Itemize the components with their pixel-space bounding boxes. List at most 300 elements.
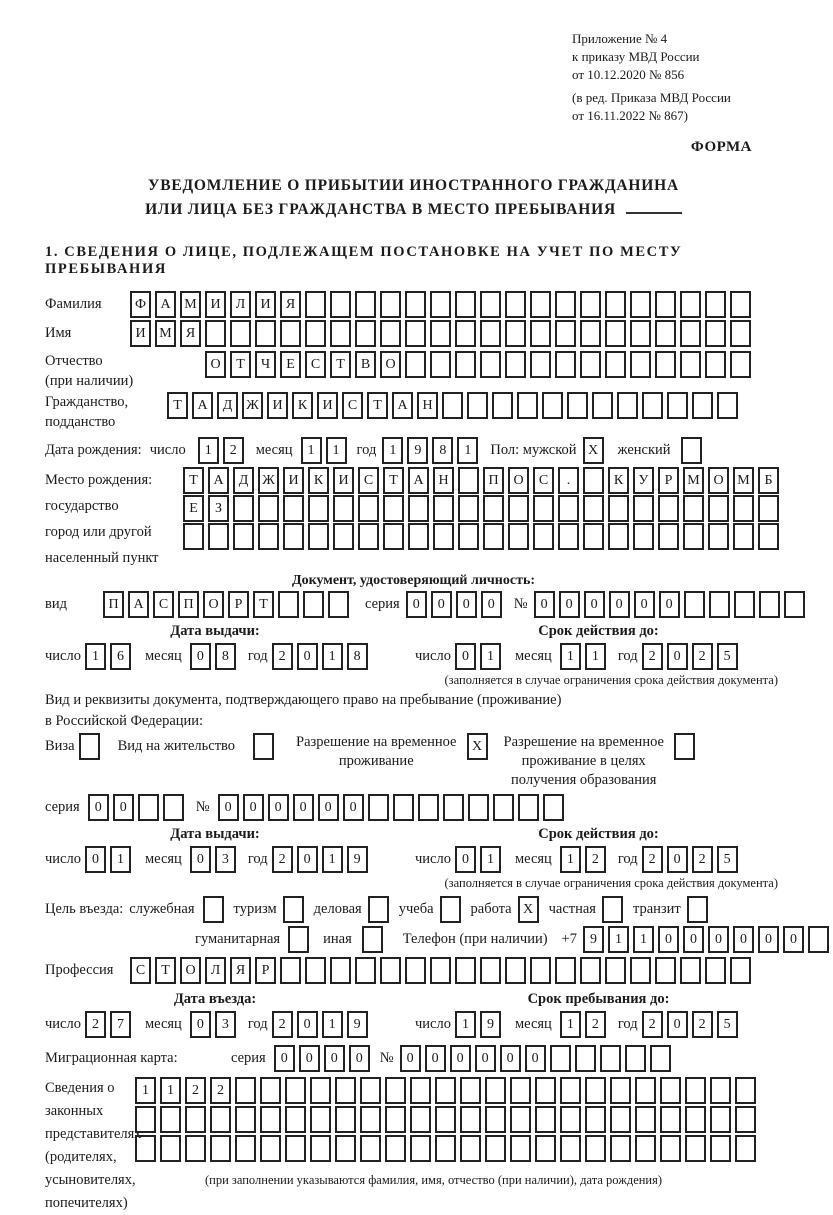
char-cell[interactable] [368, 896, 389, 923]
char-cell[interactable] [485, 1077, 506, 1104]
char-cell[interactable]: 0 [293, 794, 314, 821]
char-cell[interactable] [385, 1135, 406, 1162]
char-cell[interactable] [543, 794, 564, 821]
char-cell[interactable] [283, 523, 304, 550]
char-cell[interactable] [380, 957, 401, 984]
char-cell[interactable]: Т [167, 392, 188, 419]
char-cell[interactable] [705, 351, 726, 378]
char-cell[interactable] [433, 495, 454, 522]
char-cell[interactable] [580, 320, 601, 347]
char-cell[interactable]: 0 [88, 794, 109, 821]
char-cell[interactable]: 0 [455, 846, 476, 873]
char-cell[interactable] [435, 1077, 456, 1104]
char-cell[interactable] [535, 1077, 556, 1104]
char-cell[interactable]: 0 [584, 591, 605, 618]
char-cell[interactable] [510, 1106, 531, 1133]
char-cell[interactable] [435, 1135, 456, 1162]
char-cell[interactable] [163, 794, 184, 821]
char-cell[interactable] [505, 351, 526, 378]
char-cell[interactable] [160, 1135, 181, 1162]
char-cell[interactable] [205, 320, 226, 347]
char-cell[interactable] [658, 523, 679, 550]
char-cell[interactable]: 1 [455, 1011, 476, 1038]
char-cell[interactable]: 0 [297, 1011, 318, 1038]
char-cell[interactable] [684, 591, 705, 618]
char-cell[interactable] [583, 467, 604, 494]
char-cell[interactable]: 0 [243, 794, 264, 821]
char-cell[interactable] [355, 957, 376, 984]
char-cell[interactable]: С [130, 957, 151, 984]
char-cell[interactable]: 9 [347, 846, 368, 873]
char-cell[interactable] [393, 794, 414, 821]
char-cell[interactable]: Ч [255, 351, 276, 378]
char-cell[interactable]: 1 [198, 437, 219, 464]
char-cell[interactable]: 0 [667, 846, 688, 873]
char-cell[interactable] [808, 926, 829, 953]
char-cell[interactable]: Л [230, 291, 251, 318]
char-cell[interactable] [408, 495, 429, 522]
char-cell[interactable] [655, 320, 676, 347]
char-cell[interactable] [310, 1106, 331, 1133]
char-cell[interactable] [560, 1106, 581, 1133]
char-cell[interactable] [485, 1106, 506, 1133]
char-cell[interactable] [405, 957, 426, 984]
char-cell[interactable] [408, 523, 429, 550]
char-cell[interactable]: 1 [560, 643, 581, 670]
char-cell[interactable] [658, 495, 679, 522]
char-cell[interactable] [283, 495, 304, 522]
char-cell[interactable] [360, 1135, 381, 1162]
char-cell[interactable] [493, 794, 514, 821]
char-cell[interactable] [335, 1077, 356, 1104]
char-cell[interactable] [333, 523, 354, 550]
char-cell[interactable]: И [267, 392, 288, 419]
char-cell[interactable]: Т [383, 467, 404, 494]
char-cell[interactable]: 0 [667, 643, 688, 670]
char-cell[interactable]: 0 [324, 1045, 345, 1072]
char-cell[interactable] [605, 320, 626, 347]
char-cell[interactable] [305, 957, 326, 984]
char-cell[interactable]: 0 [475, 1045, 496, 1072]
char-cell[interactable] [360, 1106, 381, 1133]
char-cell[interactable] [635, 1077, 656, 1104]
char-cell[interactable]: И [317, 392, 338, 419]
char-cell[interactable]: 0 [318, 794, 339, 821]
char-cell[interactable]: 0 [297, 846, 318, 873]
char-cell[interactable] [655, 291, 676, 318]
char-cell[interactable] [660, 1135, 681, 1162]
char-cell[interactable] [705, 957, 726, 984]
char-cell[interactable] [580, 957, 601, 984]
char-cell[interactable]: 0 [659, 591, 680, 618]
char-cell[interactable] [458, 467, 479, 494]
char-cell[interactable] [583, 523, 604, 550]
char-cell[interactable] [355, 320, 376, 347]
char-cell[interactable] [430, 320, 451, 347]
char-cell[interactable] [708, 523, 729, 550]
char-cell[interactable]: 0 [500, 1045, 521, 1072]
char-cell[interactable] [183, 523, 204, 550]
char-cell[interactable] [485, 1135, 506, 1162]
char-cell[interactable] [630, 320, 651, 347]
char-cell[interactable] [235, 1077, 256, 1104]
char-cell[interactable] [410, 1106, 431, 1133]
char-cell[interactable]: 2 [585, 1011, 606, 1038]
char-cell[interactable]: 0 [683, 926, 704, 953]
char-cell[interactable] [508, 523, 529, 550]
char-cell[interactable] [455, 957, 476, 984]
char-cell[interactable] [542, 392, 563, 419]
char-cell[interactable] [335, 1135, 356, 1162]
char-cell[interactable]: Р [228, 591, 249, 618]
char-cell[interactable] [708, 495, 729, 522]
char-cell[interactable]: 0 [481, 591, 502, 618]
char-cell[interactable] [660, 1077, 681, 1104]
char-cell[interactable]: 5 [717, 846, 738, 873]
char-cell[interactable]: 1 [457, 437, 478, 464]
char-cell[interactable] [567, 392, 588, 419]
char-cell[interactable]: 1 [633, 926, 654, 953]
char-cell[interactable] [410, 1135, 431, 1162]
char-cell[interactable]: А [155, 291, 176, 318]
char-cell[interactable] [685, 1106, 706, 1133]
char-cell[interactable] [710, 1135, 731, 1162]
char-cell[interactable]: 8 [215, 643, 236, 670]
char-cell[interactable] [635, 1135, 656, 1162]
char-cell[interactable]: 0 [634, 591, 655, 618]
char-cell[interactable] [560, 1135, 581, 1162]
char-cell[interactable]: О [205, 351, 226, 378]
char-cell[interactable]: 5 [717, 1011, 738, 1038]
char-cell[interactable]: И [333, 467, 354, 494]
char-cell[interactable] [535, 1135, 556, 1162]
char-cell[interactable]: Н [417, 392, 438, 419]
char-cell[interactable] [555, 957, 576, 984]
char-cell[interactable]: 0 [85, 846, 106, 873]
char-cell[interactable] [710, 1077, 731, 1104]
char-cell[interactable] [555, 320, 576, 347]
char-cell[interactable]: 9 [583, 926, 604, 953]
char-cell[interactable] [283, 896, 304, 923]
char-cell[interactable] [517, 392, 538, 419]
char-cell[interactable]: 2 [185, 1077, 206, 1104]
char-cell[interactable] [730, 351, 751, 378]
char-cell[interactable] [635, 1106, 656, 1133]
char-cell[interactable] [530, 291, 551, 318]
char-cell[interactable] [560, 1077, 581, 1104]
char-cell[interactable]: О [708, 467, 729, 494]
char-cell[interactable] [385, 1077, 406, 1104]
char-cell[interactable]: 0 [297, 643, 318, 670]
char-cell[interactable] [138, 794, 159, 821]
char-cell[interactable]: К [608, 467, 629, 494]
char-cell[interactable]: 9 [480, 1011, 501, 1038]
char-cell[interactable] [308, 523, 329, 550]
char-cell[interactable] [605, 291, 626, 318]
char-cell[interactable]: 0 [455, 643, 476, 670]
char-cell[interactable]: И [130, 320, 151, 347]
char-cell[interactable]: Т [155, 957, 176, 984]
char-cell[interactable]: 0 [559, 591, 580, 618]
char-cell[interactable]: О [203, 591, 224, 618]
char-cell[interactable] [681, 437, 702, 464]
char-cell[interactable] [380, 291, 401, 318]
char-cell[interactable] [308, 495, 329, 522]
char-cell[interactable]: Ф [130, 291, 151, 318]
char-cell[interactable]: 0 [190, 643, 211, 670]
char-cell[interactable]: О [180, 957, 201, 984]
char-cell[interactable]: П [483, 467, 504, 494]
char-cell[interactable]: З [208, 495, 229, 522]
char-cell[interactable] [303, 591, 324, 618]
char-cell[interactable]: 1 [110, 846, 131, 873]
char-cell[interactable] [468, 794, 489, 821]
char-cell[interactable]: П [178, 591, 199, 618]
char-cell[interactable] [360, 1077, 381, 1104]
char-cell[interactable] [608, 523, 629, 550]
char-cell[interactable]: 1 [322, 643, 343, 670]
char-cell[interactable] [605, 351, 626, 378]
char-cell[interactable]: С [342, 392, 363, 419]
char-cell[interactable] [480, 291, 501, 318]
char-cell[interactable]: 3 [215, 1011, 236, 1038]
char-cell[interactable] [510, 1077, 531, 1104]
char-cell[interactable] [328, 591, 349, 618]
char-cell[interactable] [410, 1077, 431, 1104]
char-cell[interactable] [705, 291, 726, 318]
char-cell[interactable] [455, 320, 476, 347]
char-cell[interactable] [285, 1135, 306, 1162]
char-cell[interactable]: 1 [322, 1011, 343, 1038]
char-cell[interactable]: 0 [349, 1045, 370, 1072]
char-cell[interactable]: 1 [560, 846, 581, 873]
char-cell[interactable]: 9 [407, 437, 428, 464]
char-cell[interactable] [358, 523, 379, 550]
char-cell[interactable] [687, 896, 708, 923]
char-cell[interactable] [530, 320, 551, 347]
char-cell[interactable]: Я [230, 957, 251, 984]
char-cell[interactable] [405, 291, 426, 318]
char-cell[interactable]: И [283, 467, 304, 494]
char-cell[interactable] [443, 794, 464, 821]
char-cell[interactable] [709, 591, 730, 618]
char-cell[interactable]: X [467, 733, 488, 760]
char-cell[interactable]: М [733, 467, 754, 494]
char-cell[interactable]: . [558, 467, 579, 494]
char-cell[interactable]: 1 [560, 1011, 581, 1038]
char-cell[interactable] [383, 495, 404, 522]
char-cell[interactable]: С [358, 467, 379, 494]
char-cell[interactable]: Ж [258, 467, 279, 494]
char-cell[interactable]: 2 [223, 437, 244, 464]
char-cell[interactable]: 0 [733, 926, 754, 953]
char-cell[interactable] [558, 523, 579, 550]
char-cell[interactable] [633, 495, 654, 522]
char-cell[interactable]: 0 [425, 1045, 446, 1072]
char-cell[interactable] [730, 291, 751, 318]
char-cell[interactable] [758, 495, 779, 522]
char-cell[interactable] [492, 392, 513, 419]
char-cell[interactable]: М [155, 320, 176, 347]
char-cell[interactable]: 1 [480, 846, 501, 873]
char-cell[interactable]: 2 [585, 846, 606, 873]
char-cell[interactable]: М [683, 467, 704, 494]
char-cell[interactable] [208, 523, 229, 550]
char-cell[interactable] [385, 1106, 406, 1133]
char-cell[interactable]: 1 [85, 643, 106, 670]
char-cell[interactable] [203, 896, 224, 923]
char-cell[interactable] [368, 794, 389, 821]
char-cell[interactable] [585, 1077, 606, 1104]
char-cell[interactable] [380, 320, 401, 347]
char-cell[interactable] [674, 733, 695, 760]
char-cell[interactable]: 0 [400, 1045, 421, 1072]
char-cell[interactable] [280, 320, 301, 347]
char-cell[interactable] [533, 495, 554, 522]
char-cell[interactable]: Р [658, 467, 679, 494]
char-cell[interactable]: Н [433, 467, 454, 494]
char-cell[interactable] [305, 320, 326, 347]
char-cell[interactable] [260, 1077, 281, 1104]
char-cell[interactable] [333, 495, 354, 522]
char-cell[interactable] [680, 351, 701, 378]
char-cell[interactable] [602, 896, 623, 923]
char-cell[interactable]: 1 [382, 437, 403, 464]
char-cell[interactable]: Д [217, 392, 238, 419]
char-cell[interactable] [660, 1106, 681, 1133]
char-cell[interactable] [710, 1106, 731, 1133]
char-cell[interactable]: Д [233, 467, 254, 494]
char-cell[interactable] [667, 392, 688, 419]
char-cell[interactable]: 1 [585, 643, 606, 670]
char-cell[interactable] [735, 1135, 756, 1162]
char-cell[interactable] [483, 523, 504, 550]
char-cell[interactable] [734, 591, 755, 618]
char-cell[interactable] [405, 320, 426, 347]
char-cell[interactable] [692, 392, 713, 419]
char-cell[interactable]: Т [230, 351, 251, 378]
char-cell[interactable] [518, 794, 539, 821]
char-cell[interactable] [580, 351, 601, 378]
char-cell[interactable] [455, 351, 476, 378]
char-cell[interactable] [383, 523, 404, 550]
char-cell[interactable] [683, 495, 704, 522]
char-cell[interactable]: У [633, 467, 654, 494]
char-cell[interactable]: 0 [274, 1045, 295, 1072]
char-cell[interactable] [733, 523, 754, 550]
char-cell[interactable] [260, 1135, 281, 1162]
char-cell[interactable]: 1 [326, 437, 347, 464]
char-cell[interactable]: X [583, 437, 604, 464]
char-cell[interactable]: 0 [190, 846, 211, 873]
char-cell[interactable] [717, 392, 738, 419]
char-cell[interactable] [505, 320, 526, 347]
char-cell[interactable]: О [508, 467, 529, 494]
char-cell[interactable] [305, 291, 326, 318]
char-cell[interactable]: 2 [692, 846, 713, 873]
char-cell[interactable]: Я [180, 320, 201, 347]
char-cell[interactable] [655, 957, 676, 984]
char-cell[interactable]: С [533, 467, 554, 494]
char-cell[interactable]: С [153, 591, 174, 618]
char-cell[interactable] [555, 291, 576, 318]
char-cell[interactable]: 2 [692, 643, 713, 670]
char-cell[interactable]: А [128, 591, 149, 618]
char-cell[interactable] [480, 320, 501, 347]
char-cell[interactable] [585, 1135, 606, 1162]
char-cell[interactable] [685, 1135, 706, 1162]
char-cell[interactable] [458, 523, 479, 550]
char-cell[interactable] [235, 1106, 256, 1133]
char-cell[interactable]: Л [205, 957, 226, 984]
char-cell[interactable] [310, 1077, 331, 1104]
char-cell[interactable] [430, 351, 451, 378]
char-cell[interactable]: А [392, 392, 413, 419]
char-cell[interactable]: X [518, 896, 539, 923]
char-cell[interactable]: И [255, 291, 276, 318]
char-cell[interactable] [550, 1045, 571, 1072]
char-cell[interactable] [600, 1045, 621, 1072]
char-cell[interactable]: Т [183, 467, 204, 494]
char-cell[interactable] [185, 1106, 206, 1133]
char-cell[interactable] [592, 392, 613, 419]
char-cell[interactable]: Е [280, 351, 301, 378]
char-cell[interactable] [288, 926, 309, 953]
char-cell[interactable] [633, 523, 654, 550]
char-cell[interactable] [362, 926, 383, 953]
char-cell[interactable] [625, 1045, 646, 1072]
char-cell[interactable]: 0 [343, 794, 364, 821]
char-cell[interactable]: 2 [642, 1011, 663, 1038]
char-cell[interactable]: 2 [272, 1011, 293, 1038]
char-cell[interactable]: 8 [432, 437, 453, 464]
char-cell[interactable] [330, 320, 351, 347]
char-cell[interactable] [442, 392, 463, 419]
char-cell[interactable] [580, 291, 601, 318]
char-cell[interactable]: Ж [242, 392, 263, 419]
char-cell[interactable] [335, 1106, 356, 1133]
char-cell[interactable] [533, 523, 554, 550]
char-cell[interactable] [160, 1106, 181, 1133]
char-cell[interactable]: 1 [135, 1077, 156, 1104]
char-cell[interactable] [680, 320, 701, 347]
char-cell[interactable]: 2 [272, 846, 293, 873]
char-cell[interactable] [505, 291, 526, 318]
char-cell[interactable] [730, 320, 751, 347]
char-cell[interactable] [685, 1077, 706, 1104]
char-cell[interactable] [460, 1135, 481, 1162]
char-cell[interactable] [235, 1135, 256, 1162]
char-cell[interactable] [460, 1077, 481, 1104]
char-cell[interactable]: 0 [456, 591, 477, 618]
char-cell[interactable] [630, 291, 651, 318]
char-cell[interactable] [430, 957, 451, 984]
char-cell[interactable] [260, 1106, 281, 1133]
char-cell[interactable]: Т [330, 351, 351, 378]
char-cell[interactable] [680, 291, 701, 318]
char-cell[interactable]: 2 [85, 1011, 106, 1038]
char-cell[interactable] [680, 957, 701, 984]
char-cell[interactable] [79, 733, 100, 760]
char-cell[interactable]: С [305, 351, 326, 378]
char-cell[interactable] [617, 392, 638, 419]
char-cell[interactable]: К [308, 467, 329, 494]
char-cell[interactable] [233, 523, 254, 550]
char-cell[interactable] [460, 1106, 481, 1133]
char-cell[interactable]: Т [253, 591, 274, 618]
char-cell[interactable] [759, 591, 780, 618]
char-cell[interactable]: А [208, 467, 229, 494]
